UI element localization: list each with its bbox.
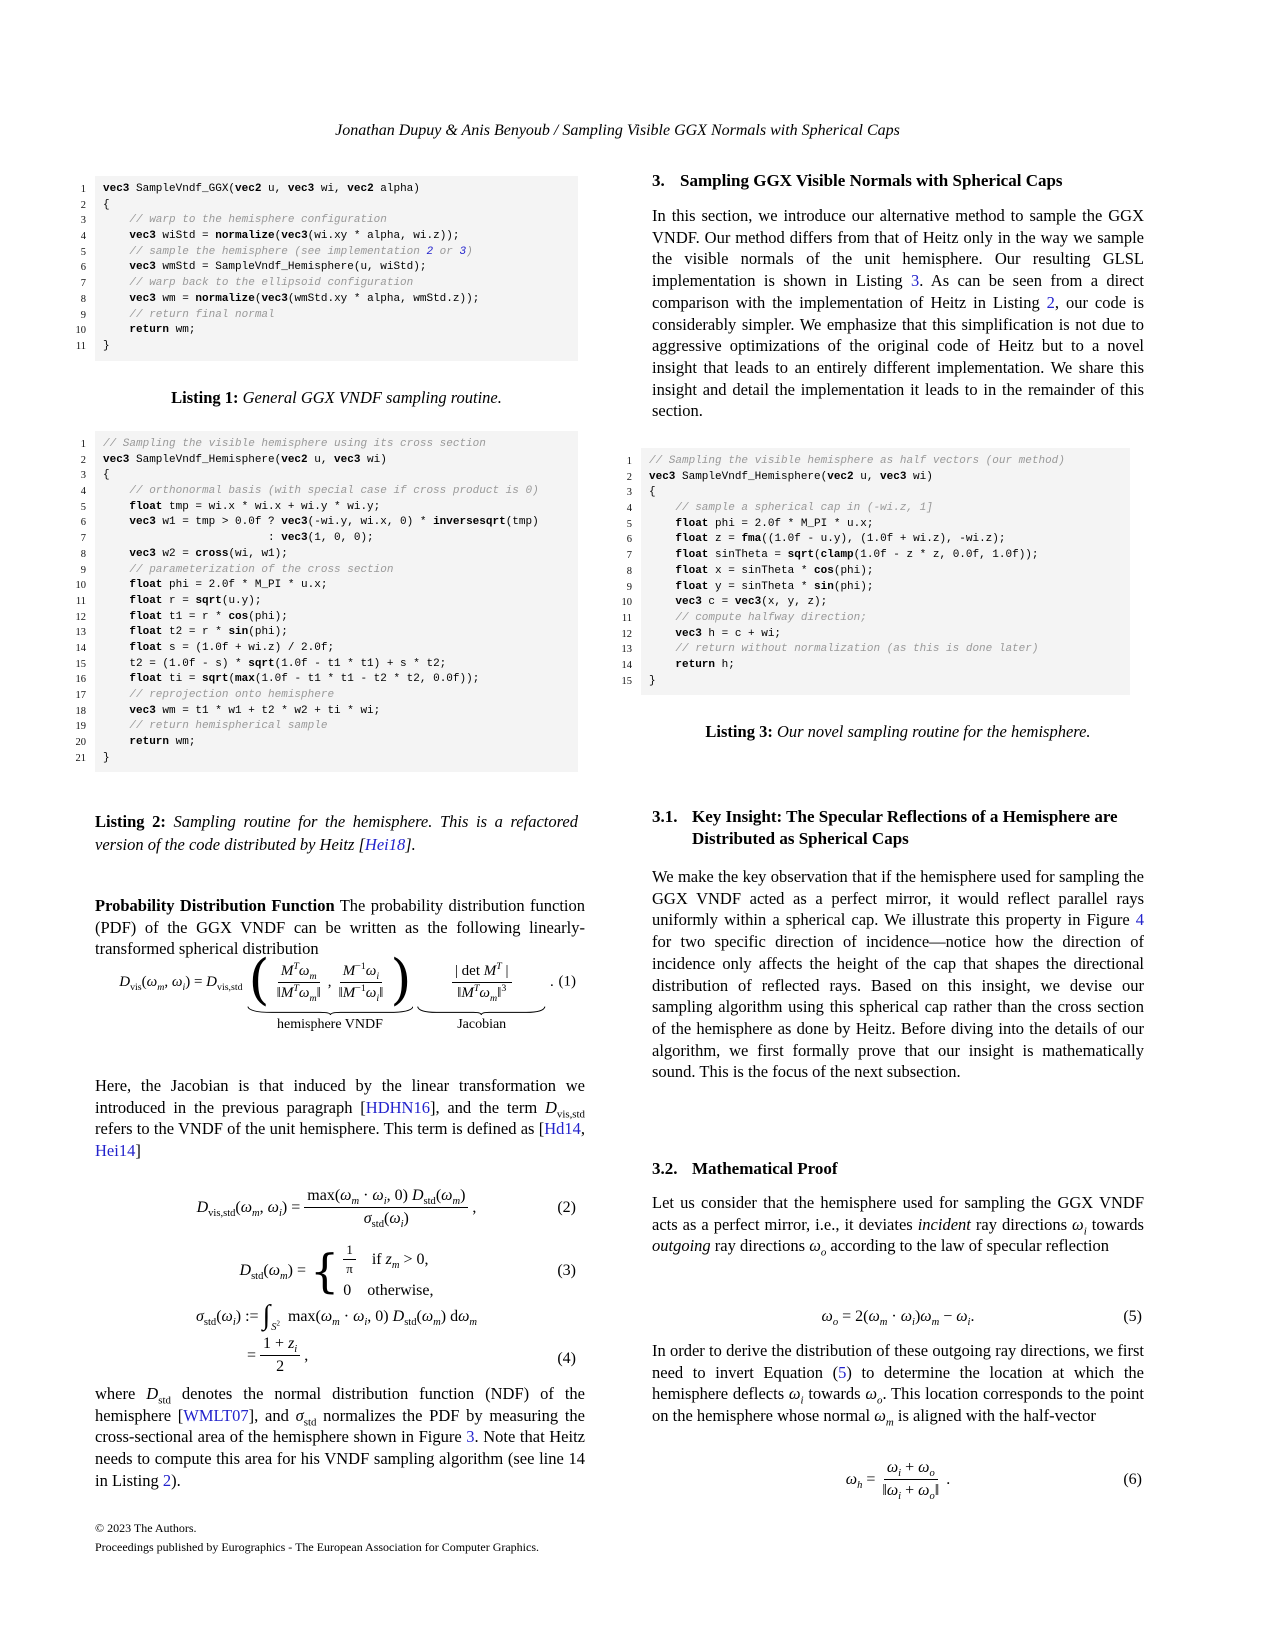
- line-number: 4: [80, 486, 86, 498]
- ref-link[interactable]: Hei18: [364, 835, 406, 854]
- line-number: 6: [626, 534, 632, 546]
- line-number: 9: [626, 581, 632, 593]
- line-number: 8: [80, 548, 86, 560]
- line-number: 13: [75, 627, 86, 639]
- equation-3: $D_{std}(\omega_m)$ = { $\frac{1}{\pi}$ if $z_m > 0$, 0 otherwise, (3): [239, 1242, 576, 1299]
- ref-link[interactable]: Hei14: [95, 1141, 136, 1161]
- line-number: 1: [626, 456, 632, 467]
- ref-link[interactable]: 2: [1046, 292, 1055, 312]
- footer-publisher: Proceedings published by Eurographics - The European Association for Computer Graphics.: [95, 1540, 540, 1554]
- code-line: return h;: [675, 658, 735, 671]
- equation-4: [95, 1300, 578, 1377]
- paragraph-proof-intro: Let us consider that the hemisphere used for sampling the GGX VNDF acts as a perfect mirror, i.e., it deviates incident ray directions $\omega_i$ towards outgoing ray directions $\omega_o$ according to the law of specular reflection: [652, 1193, 1144, 1259]
- caption-label: Listing 2:: [95, 812, 166, 831]
- code-line: // Sampling the visible hemisphere as half vectors (our method): [649, 455, 1065, 467]
- code-line: vec3 wmStd = SampleVndf_Hemisphere(u, wiStd);: [129, 261, 427, 274]
- section-3-2-heading: [652, 1158, 1144, 1180]
- equation-2: [95, 1186, 578, 1229]
- equation-number: (3): [557, 1262, 576, 1280]
- fraction: $\frac{\max(\omega_m \cdot \omega_i, 0) D_{std}(\omega_m)}{\sigma_{std}(\omega_i)}$: [304, 1186, 468, 1229]
- line-number: 5: [80, 501, 86, 513]
- code-line: {: [103, 198, 110, 211]
- listing-2-caption: [95, 810, 578, 856]
- line-number: 6: [80, 262, 86, 274]
- underbrace-group-jacobian: [417, 962, 546, 1033]
- code-line: float phi = 2.0f * M_PI * u.x;: [129, 579, 328, 592]
- code-line: float z = fma((1.0f - u.y), (1.0f + wi.z), -wi.z);: [675, 533, 1006, 546]
- line-number: 4: [80, 231, 86, 243]
- line-number: 9: [80, 309, 86, 321]
- ref-link[interactable]: HDHN16: [365, 1097, 430, 1117]
- line-number: 4: [626, 503, 632, 515]
- line-number: 21: [75, 752, 86, 764]
- code-line: vec3 c = vec3(x, y, z);: [675, 596, 828, 609]
- paragraph-invert: In order to derive the distribution of these outgoing ray directions, we first need to invert Equation (5) to determine the location at which the hemisphere deflects $\omega_i$ towards $\omega_o$. This location corresponds to the point on the hemisphere whose normal $\omega_m$ is aligned with the half-vector: [652, 1341, 1144, 1429]
- eq2-comma: ,: [472, 1198, 477, 1216]
- line-number: 19: [75, 721, 86, 733]
- code-line: vec3 w2 = cross(wi, w1);: [129, 547, 288, 560]
- line-number: 2: [80, 454, 86, 466]
- paragraph-lead: Probability Distribution Function: [95, 896, 335, 915]
- line-number: 14: [75, 642, 86, 654]
- equation-number: (4): [557, 1350, 576, 1368]
- code-line: float r = sqrt(u.y);: [129, 594, 262, 607]
- paragraph-key-insight: We make the key observation that if the hemisphere used for sampling the GGX VNDF acted as a perfect mirror, it would reflect parallel rays uniformly within a spherical cap. We illustrate this property in Figure 4 for two specific direction of incidence—notice how the direction of incidence only affects the height of the cap that shapes the directional distribution of reflected rays. Based on this insight, we devise our sampling algorithm using this spherical cap rather than the cross section of the hemisphere as done by Heitz. Before diving into the details of our algorithm, we first formally prove that our insight is mathematically sound. This is the focus of the next subsection.: [652, 867, 1144, 1082]
- line-number: 15: [621, 675, 632, 687]
- eq4-body: $\max(\omega_m \cdot \omega_i$, 0) $D_{std}(\omega_m)$ $d\omega_m$: [287, 1308, 477, 1329]
- equation-6: [652, 1458, 1144, 1501]
- code-line: float y = sinTheta * sin(phi);: [675, 580, 874, 593]
- heading-text: Sampling GGX Visible Normals with Spherical Caps: [680, 171, 1063, 190]
- eq6-period: .: [946, 1470, 951, 1488]
- eq5-body: $\omega_o = 2(\omega_m \cdot \omega_i)\omega_m - \omega_i$.: [821, 1308, 975, 1329]
- line-number: 15: [75, 658, 86, 670]
- line-number: 7: [80, 533, 86, 545]
- listing-1-caption: [95, 386, 578, 409]
- equation-number: (5): [1123, 1308, 1142, 1325]
- code-line: : vec3(1, 0, 0);: [103, 532, 374, 545]
- heading-number: 3.: [652, 171, 665, 190]
- heading-number: 3.1.: [652, 807, 678, 826]
- line-number: 17: [75, 690, 86, 701]
- case-condition: if $z_m > 0$,: [371, 1250, 429, 1271]
- fraction: $\frac{M^T\omega_m}{‖M^T\omega_m‖}$: [276, 961, 321, 1004]
- fraction: $\frac{M^{-1}\omega_i}{‖M^{-1}\omega_i‖}$: [338, 961, 384, 1004]
- equation-number: (1): [558, 973, 576, 990]
- line-number: 3: [626, 487, 632, 499]
- line-number: 11: [75, 340, 86, 352]
- caption-text: Sampling routine for the hemisphere. This is a refactored version of the code distributed by Heitz [Hei18].: [95, 812, 579, 854]
- caption-text: General GGX VNDF sampling routine.: [242, 388, 502, 407]
- line-number: 5: [80, 246, 86, 258]
- line-number: 12: [621, 628, 632, 640]
- case-condition: otherwise,: [367, 1281, 434, 1299]
- code-line: t2 = (1.0f - s) * sqrt(1.0f - t1 * t1) + s * t2;: [103, 657, 447, 670]
- case-value: 0: [343, 1281, 352, 1299]
- line-number: 5: [626, 518, 632, 530]
- code-ref-link[interactable]: 3: [459, 245, 467, 258]
- paragraph-ndf: where $D_{std}$ denotes the normal distribution function (NDF) of the hemisphere [WMLT07], and $\sigma_{std}$ normalizes the PDF by measuring the cross-sectional area of the hemisphere shown in Figure 3. Note that Heitz needs to compute this area for his VNDF sampling algorithm (see line 14 in Listing 2).: [95, 1384, 586, 1490]
- line-number: 3: [80, 215, 86, 227]
- line-number: 10: [75, 580, 86, 592]
- line-number: 6: [80, 517, 86, 529]
- line-number: 20: [75, 737, 86, 749]
- ref-link[interactable]: 2: [162, 1470, 172, 1490]
- caption-text: Our novel sampling routine for the hemisphere.: [776, 722, 1091, 741]
- underbrace-icon: [417, 1006, 546, 1015]
- code-line: // sample a spherical cap in (-wi.z, 1]: [675, 502, 933, 515]
- code-line: vec3 SampleVndf_Hemisphere(vec2 u, vec3 wi): [649, 470, 933, 483]
- code-line: float phi = 2.0f * M_PI * u.x;: [675, 517, 874, 530]
- line-number: 7: [626, 550, 632, 562]
- line-number: 2: [626, 471, 632, 483]
- eq1-lhs: $D_{vis}(\omega_m$, $\omega_i) = D_{vis,std}$: [119, 973, 243, 993]
- code-line: float t2 = r * sin(phi);: [129, 626, 288, 639]
- code-line: float sinTheta = sqrt(clamp(1.0f - z * z, 0.0f, 1.0f));: [675, 549, 1039, 562]
- line-number: 7: [80, 278, 86, 290]
- code-line: vec3 SampleVndf_Hemisphere(vec2 u, vec3 wi): [103, 453, 387, 466]
- ref-link[interactable]: 3: [466, 1427, 475, 1447]
- code-line: // return without normalization (as this is done later): [675, 643, 1039, 656]
- code-line: {: [103, 469, 110, 482]
- code-line: // Sampling the visible hemisphere using its cross section: [103, 438, 486, 450]
- eq1-period: .: [549, 973, 554, 990]
- code-line: // return hemispherical sample: [129, 720, 328, 733]
- paragraph-body: The probability distribution function (PDF) of the GGX VNDF can be written as the following linearly-transformed spherical distribution: [95, 896, 585, 959]
- listing-1-code-block: [60, 176, 578, 361]
- fraction: $\frac{1 + z_i}{2}$: [260, 1334, 300, 1377]
- heading-text: Mathematical Proof: [692, 1159, 838, 1178]
- code-line: float ti = sqrt(max(1.0f - t1 * t1 - t2 * t2, 0.0f));: [129, 673, 480, 686]
- code-line: }: [103, 751, 110, 764]
- line-number: 13: [621, 644, 632, 656]
- code-line: // orthonormal basis (with special case if cross product is 0): [129, 485, 539, 498]
- code-line: // sample the hemisphere (see implementation 2 or 3): [129, 245, 473, 258]
- equation-5: [652, 1308, 1144, 1329]
- eq6-lhs: $\omega_h$ =: [845, 1470, 876, 1491]
- code-line: return wm;: [129, 324, 196, 337]
- eq4-comma: ,: [304, 1346, 309, 1364]
- line-number: 8: [626, 565, 632, 577]
- line-number: 18: [75, 705, 86, 717]
- underbrace-label: Jacobian: [457, 1016, 507, 1032]
- line-number: 9: [80, 564, 86, 576]
- code-line: vec3 wm = normalize(vec3(wmStd.xy * alpha, wmStd.z));: [129, 292, 480, 305]
- line-number: 1: [80, 184, 86, 195]
- line-number: 14: [621, 659, 632, 671]
- code-line: }: [649, 674, 656, 687]
- code-ref-link[interactable]: 2: [426, 245, 434, 258]
- code-line: float tmp = wi.x * wi.x + wi.y * wi.y;: [129, 500, 381, 513]
- code-line: // reprojection onto hemisphere: [129, 689, 335, 701]
- code-line: // return final normal: [129, 308, 275, 321]
- code-line: float x = sinTheta * cos(phi);: [675, 564, 874, 577]
- code-line: // warp to the hemisphere configuration: [129, 214, 387, 227]
- paragraph-jacobian: Here, the Jacobian is that induced by the linear transformation we introduced in the previous paragraph [HDHN16], and the term $D_{vis,std}$ refers to the VNDF of the unit hemisphere. This term is defined as [Hd14, Hei14]: [95, 1076, 585, 1161]
- heading-text: Key Insight: The Specular Reflections of a Hemisphere are Distributed as Spherical Caps: [692, 807, 1118, 848]
- code-line: {: [649, 486, 656, 499]
- line-number: 11: [621, 612, 632, 624]
- listing-3-code-block: [606, 448, 1130, 695]
- code-line: vec3 wiStd = normalize(vec3(wi.xy * alpha, wi.z));: [129, 230, 460, 243]
- cases-rows: [343, 1242, 433, 1301]
- paragraph-pdf: [95, 895, 585, 960]
- fraction: $\frac{| \det M^T |}{‖M^T\omega_m‖^3}$: [452, 962, 512, 1003]
- paragraph-intro: In this section, we introduce our alternative method to sample the GGX VNDF. Our method differs from that of Heitz only in the way we sample the visible normals of the unit hemisphere. Our resulting GLSL implementation is shown in Listing 3. As can be seen from a direct comparison with the implementation of Heitz in Listing 2, our code is considerably simpler. We emphasize that this simplification is not due to aggressive optimizations of the original code of Heitz but to a novel insight that leads to an entirely different implementation. We share this insight and detail the implementation it leads to in the remainder of this section.: [652, 206, 1144, 421]
- line-number: 10: [75, 325, 86, 337]
- line-number: 2: [80, 199, 86, 211]
- footer: [95, 1519, 539, 1557]
- footer-copyright: © 2023 The Authors.: [95, 1521, 197, 1535]
- caption-label: Listing 3:: [705, 722, 773, 741]
- running-header: Jonathan Dupuy & Anis Benyoub / Sampling Visible GGX Normals with Spherical Caps: [335, 122, 900, 139]
- eq4-equals: =: [247, 1346, 257, 1364]
- line-number: 1: [80, 439, 86, 450]
- code-line: vec3 SampleVndf_GGX(vec2 u, vec3 wi, vec2 alpha): [103, 183, 420, 195]
- eq4-lhs: $\sigma_{std}(\omega_i)$ :=: [195, 1308, 259, 1329]
- line-number: 11: [75, 595, 86, 607]
- heading-number: 3.2.: [652, 1159, 678, 1178]
- code-line: // parameterization of the cross section: [129, 563, 394, 576]
- underbrace-icon: [247, 1006, 414, 1015]
- code-line: // compute halfway direction;: [675, 611, 867, 624]
- ref-link[interactable]: 5: [838, 1362, 847, 1382]
- code-line: }: [103, 339, 110, 352]
- comma: ,: [327, 973, 332, 990]
- equation-1: [95, 948, 578, 1032]
- section-3-heading: [652, 170, 1144, 192]
- listing-2-code-block: [60, 431, 578, 772]
- line-number: 3: [80, 470, 86, 482]
- line-number: 12: [75, 611, 86, 623]
- code-line: float s = (1.0f + wi.z) / 2.0f;: [129, 641, 335, 654]
- equation-number: (2): [557, 1198, 576, 1216]
- eq3-lhs: $D_{std}(\omega_m)$ =: [239, 1262, 306, 1283]
- fraction: $\frac{1}{\pi}$: [343, 1242, 356, 1278]
- ref-link[interactable]: 4: [1135, 910, 1144, 930]
- underbrace-label: hemisphere VNDF: [277, 1016, 383, 1032]
- equation-number: (6): [1123, 1470, 1142, 1488]
- code-line: vec3 wm = t1 * w1 + t2 * w2 + ti * wi;: [129, 704, 381, 717]
- line-number: 8: [80, 293, 86, 305]
- caption-label: Listing 1:: [171, 388, 239, 407]
- code-line: // warp back to the ellipsoid configuration: [129, 277, 414, 290]
- eq2-lhs: $D_{vis,std}(\omega_m$, $\omega_i$) =: [196, 1198, 301, 1219]
- underbrace-group-vndf: ( $\frac{M^T\omega_m}{‖M^T\omega_m‖}$ , $\frac{M^{-1}\omega_i}{‖M^{-1}\omega_i‖}$ ) hemisphere VNDF: [248, 948, 412, 1032]
- code-line: vec3 h = c + wi;: [675, 627, 782, 640]
- line-number: 16: [75, 674, 86, 686]
- ref-link[interactable]: 3: [910, 271, 920, 291]
- listing-3-caption: [652, 720, 1144, 743]
- code-line: return wm;: [129, 736, 196, 749]
- code-line: vec3 w1 = tmp > 0.0f ? vec3(-wi.y, wi.x, 0) * inversesqrt(tmp): [129, 516, 539, 529]
- fraction: $\frac{\omega_i + \omega_o}{‖\omega_i + \omega_o‖}$: [882, 1459, 940, 1503]
- code-line: float t1 = r * cos(phi);: [129, 610, 288, 623]
- integral-sign: $\int_{S^2}$: [262, 1300, 280, 1333]
- ref-link[interactable]: Hd14: [544, 1119, 581, 1139]
- line-number: 10: [621, 597, 632, 609]
- ref-link[interactable]: WMLT07: [183, 1405, 249, 1425]
- section-3-1-heading: [652, 806, 1144, 850]
